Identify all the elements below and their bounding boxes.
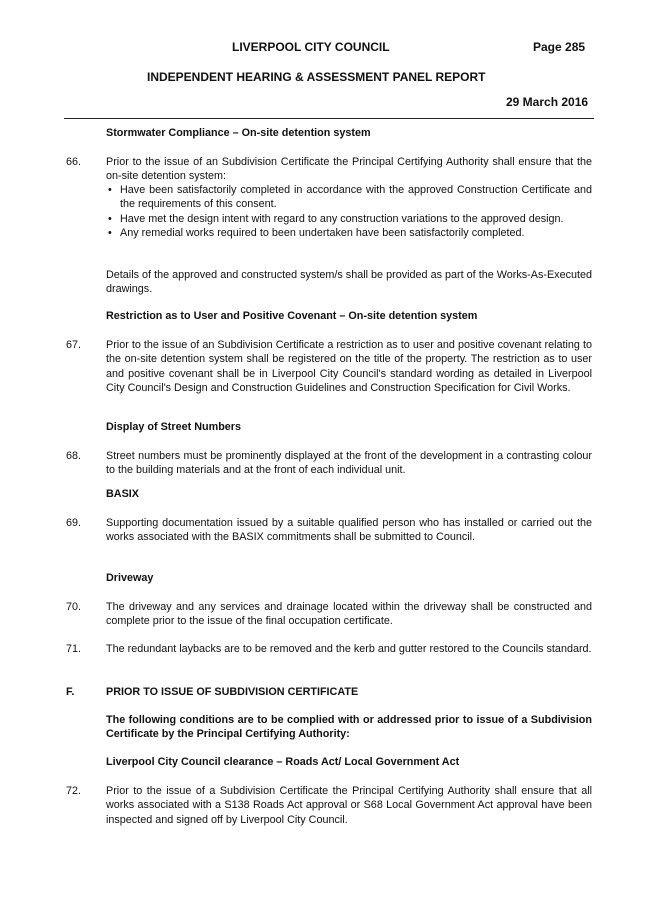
condition-number-67: 67.	[66, 339, 82, 351]
condition-number-66: 66.	[66, 156, 82, 168]
condition-number-70: 70.	[66, 601, 82, 613]
condition-number-72: 72.	[66, 785, 82, 797]
list-item: • Have met the design intent with regard to any construction variations to the approved design.	[106, 212, 592, 226]
report-date: 29 March 2016	[506, 95, 589, 109]
condition-number-68: 68.	[66, 450, 82, 462]
section-heading-stormwater: Stormwater Compliance – On-site detention system	[106, 127, 371, 139]
condition-number-69: 69.	[66, 517, 82, 529]
condition-text-72: Prior to the issue of a Subdivision Certificate the Principal Certifying Authority shall ensure that all works associated with a S138 Roads Act approval or S68 Local Government Act approval have been inspected and signed off by Liverpool City Council.	[106, 785, 592, 826]
condition-text-66: Prior to the issue of an Subdivision Certificate the Principal Certifying Authority shall ensure that the on-site detention system:	[106, 156, 592, 183]
condition-text-70: The driveway and any services and drainage located within the driveway shall be constructed and complete prior to the issue of the final occupation certificate.	[106, 601, 592, 628]
condition-text-71: The redundant laybacks are to be removed and the kerb and gutter restored to the Councils standard.	[106, 643, 592, 655]
list-item: • Have been satisfactorily completed in accordance with the approved Construction Certificate and the requirements of this consent.	[106, 183, 592, 212]
condition-66-details: Details of the approved and constructed system/s shall be provided as part of the Works-As-Executed drawings.	[106, 269, 592, 296]
section-heading-subdivision-certificate: PRIOR TO ISSUE OF SUBDIVISION CERTIFICATE	[106, 686, 359, 698]
section-letter-f: F.	[66, 686, 75, 698]
condition-number-71: 71.	[66, 643, 82, 655]
section-heading-street-numbers: Display of Street Numbers	[106, 421, 241, 433]
section-heading-driveway: Driveway	[106, 572, 154, 584]
section-heading-basix: BASIX	[106, 488, 139, 500]
section-heading-restriction: Restriction as to User and Positive Covenant – On-site detention system	[106, 310, 478, 322]
condition-text-68: Street numbers must be prominently displayed at the front of the development in a contrasting colour to the building materials and at the front of each individual unit.	[106, 450, 592, 477]
condition-66-bullet-list	[106, 183, 592, 240]
page-number: Page 285	[533, 40, 586, 54]
list-item: • Any remedial works required to been undertaken have been satisfactorily completed.	[106, 226, 592, 240]
section-heading-council-clearance: Liverpool City Council clearance – Roads Act/ Local Government Act	[106, 756, 460, 768]
report-title: INDEPENDENT HEARING & ASSESSMENT PANEL REPORT	[147, 70, 486, 84]
condition-text-69: Supporting documentation issued by a suitable qualified person who has installed or carried out the works associated with the BASIX commitments shall be submitted to Council.	[106, 517, 592, 544]
council-name: LIVERPOOL CITY COUNCIL	[232, 40, 390, 54]
section-f-intro: The following conditions are to be complied with or addressed prior to issue of a Subdivision Certificate by the Principal Certifying Authority:	[106, 714, 592, 741]
condition-text-67: Prior to the issue of an Subdivision Certificate a restriction as to user and positive covenant relating to the on-site detention system shall be registered on the title of the property. The restriction as to user and positive covenant shall be in Liverpool City Council's standard wording as detailed in Liverpool City Council's Design and Construction Guidelines and Construction Specification for Civil Works.	[106, 339, 592, 394]
header-divider	[64, 118, 594, 119]
